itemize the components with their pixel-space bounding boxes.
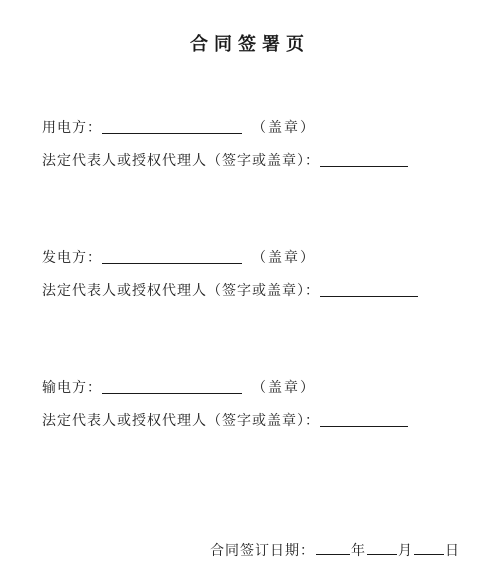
page-title: 合同签署页 — [190, 34, 310, 55]
signing-year-field[interactable] — [316, 540, 350, 555]
party-2-rep-signature-field[interactable] — [320, 282, 418, 297]
party-2-seal-line — [42, 249, 316, 267]
party-2-label: 发电方： — [42, 250, 102, 266]
party-2-seal-note: （盖章） — [252, 250, 316, 266]
signing-date-label: 合同签订日期： — [210, 543, 315, 559]
party-3-rep-line — [42, 412, 408, 430]
party-1-rep-signature-field[interactable] — [320, 152, 408, 167]
party-3-seal-note: （盖章） — [252, 380, 316, 396]
signing-month-field[interactable] — [367, 540, 397, 555]
party-1-seal-field[interactable] — [102, 119, 242, 134]
party-3-label: 输电方： — [42, 380, 102, 396]
party-2-rep-line — [42, 282, 418, 300]
party-1-seal-note: （盖章） — [252, 120, 316, 136]
party-2-seal-field[interactable] — [102, 249, 242, 264]
party-3-seal-field[interactable] — [102, 379, 242, 394]
party-3-seal-line — [42, 379, 316, 397]
signing-date-line — [210, 540, 460, 560]
party-1-rep-line — [42, 152, 408, 170]
party-1-label: 用电方： — [42, 120, 102, 136]
party-1-rep-label: 法定代表人或授权代理人（签字或盖章）： — [42, 153, 320, 169]
party-2-rep-label: 法定代表人或授权代理人（签字或盖章）： — [42, 283, 320, 299]
day-label: 日 — [445, 543, 460, 559]
party-3-rep-signature-field[interactable] — [320, 412, 408, 427]
year-label: 年 — [351, 543, 366, 559]
party-1-seal-line — [42, 119, 316, 137]
signing-day-field[interactable] — [414, 540, 444, 555]
party-3-rep-label: 法定代表人或授权代理人（签字或盖章）： — [42, 413, 320, 429]
month-label: 月 — [398, 543, 413, 559]
